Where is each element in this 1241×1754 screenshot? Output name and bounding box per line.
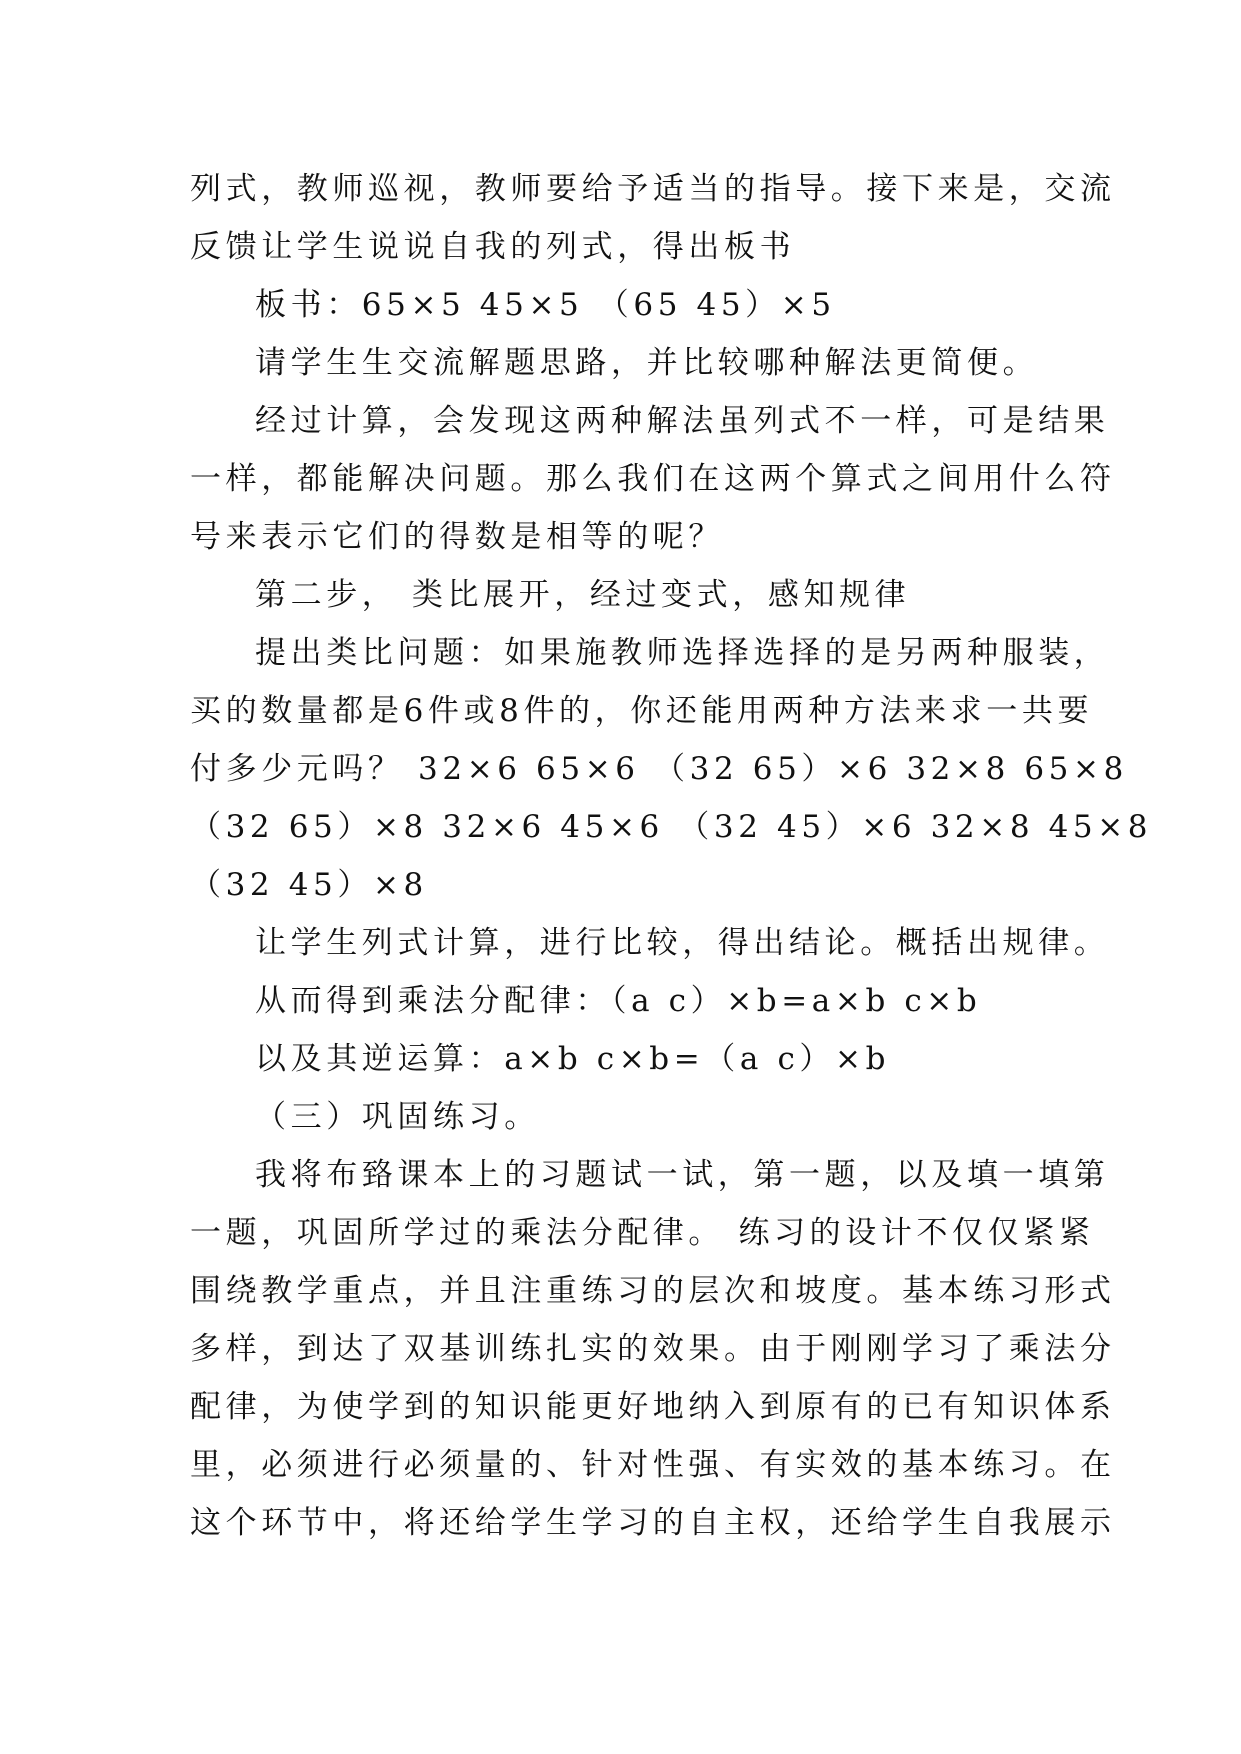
text-line: （32 45）×8 bbox=[190, 867, 428, 903]
text-line: 第二步， 类比展开，经过变式，感知规律 bbox=[255, 577, 911, 613]
text-line: 配律，为使学到的知识能更好地纳入到原有的已有知识体系 bbox=[190, 1389, 1116, 1425]
text-line: 反馈让学生说说自我的列式，得出板书 bbox=[190, 229, 796, 265]
text-line: 让学生列式计算，进行比较，得出结论。概括出规律。 bbox=[255, 925, 1110, 961]
text-line: 一样，都能解决问题。那么我们在这两个算式之间用什么符 bbox=[190, 461, 1116, 497]
text-line: 号来表示它们的得数是相等的呢？ bbox=[190, 519, 724, 555]
text-line: 以及其逆运算：a×b c×b=（a c）×b bbox=[255, 1041, 891, 1077]
text-line: 一题，巩固所学过的乘法分配律。 练习的设计不仅仅紧紧 bbox=[190, 1215, 1095, 1251]
document-body bbox=[190, 160, 1153, 1552]
text-line: 这个环节中，将还给学生学习的自主权，还给学生自我展示 bbox=[190, 1505, 1116, 1541]
text-line: 板书：65×5 45×5 （65 45）×5 bbox=[255, 287, 836, 323]
text-line: 里，必须进行必须量的、针对性强、有实效的基本练习。在 bbox=[190, 1447, 1116, 1483]
text-line: 多样，到达了双基训练扎实的效果。由于刚刚学习了乘法分 bbox=[190, 1331, 1116, 1367]
text-line: 请学生生交流解题思路，并比较哪种解法更简便。 bbox=[255, 345, 1039, 381]
text-line: 围绕教学重点，并且注重练习的层次和坡度。基本练习形式 bbox=[190, 1273, 1116, 1309]
text-line: 付多少元吗？ 32×6 65×6 （32 65）×6 32×8 65×8 bbox=[190, 751, 1128, 787]
text-line: 经过计算，会发现这两种解法虽列式不一样，可是结果 bbox=[255, 403, 1110, 439]
text-line: 我将布臵课本上的习题试一试，第一题，以及填一填第 bbox=[255, 1157, 1110, 1193]
text-line: 买的数量都是6件或8件的，你还能用两种方法来求一共要 bbox=[190, 693, 1094, 729]
text-line: 从而得到乘法分配律：（a c）×b=a×b c×b bbox=[255, 983, 982, 1019]
text-line: 提出类比问题：如果施教师选择选择的是另两种服装， bbox=[255, 635, 1110, 671]
text-line: （32 65）×8 32×6 45×6 （32 45）×6 32×8 45×8 bbox=[190, 809, 1153, 845]
text-line: 列式，教师巡视，教师要给予适当的指导。接下来是，交流 bbox=[190, 171, 1116, 207]
text-line: （三）巩固练习。 bbox=[255, 1099, 540, 1135]
